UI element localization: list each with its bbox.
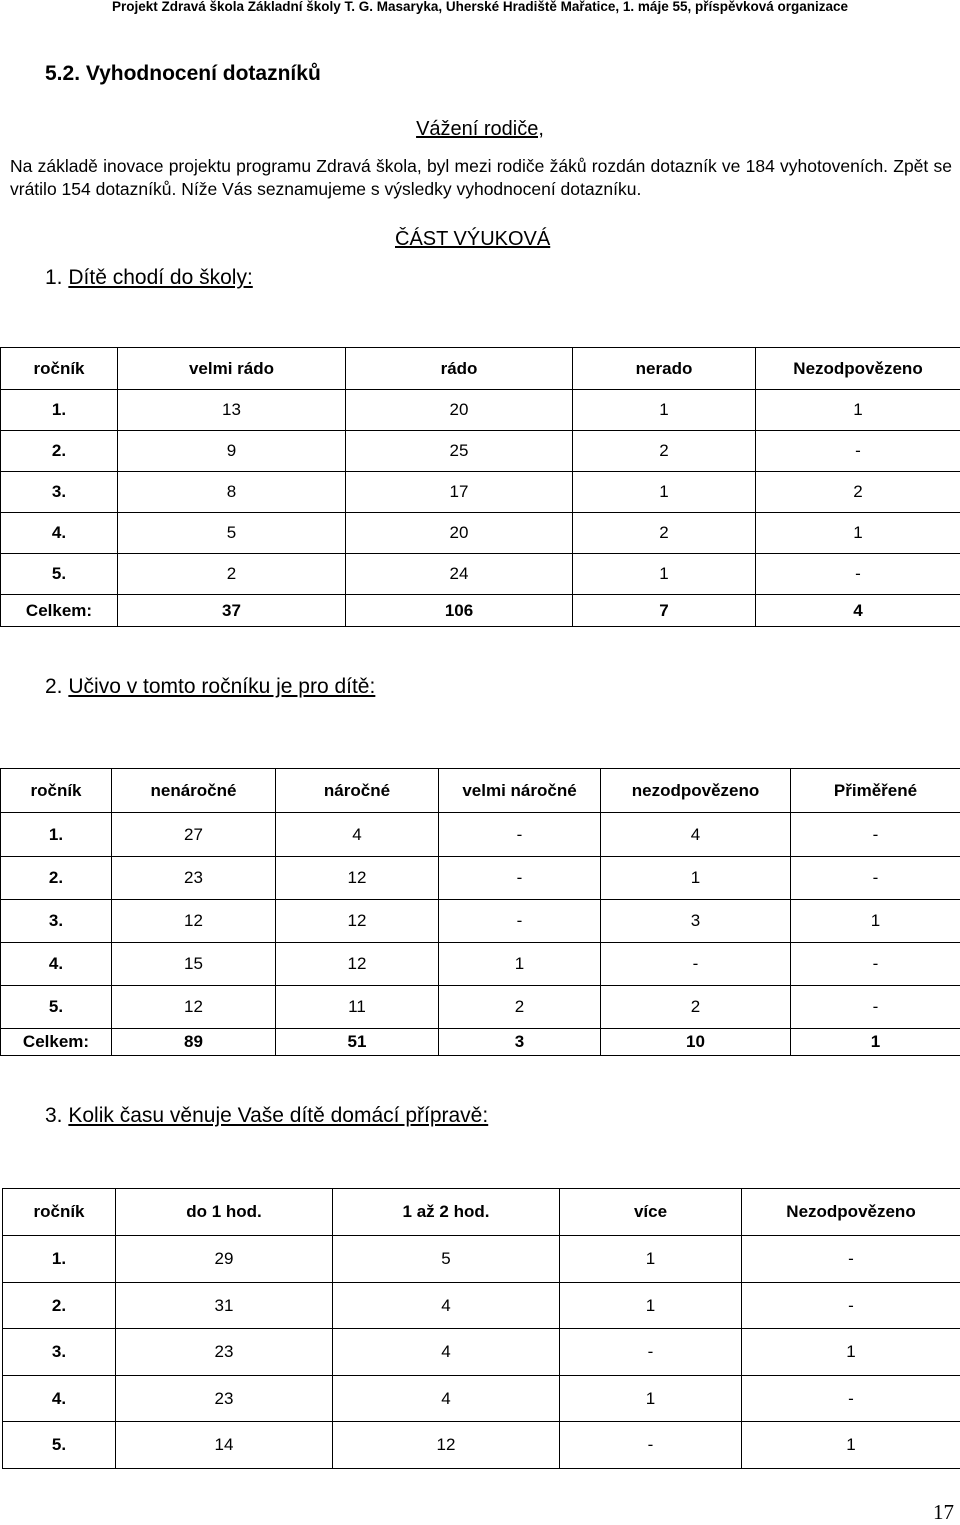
section-number: 5.2. [45, 62, 80, 85]
question-text: Kolik času věnuje Vaše dítě domácí přípravě: [68, 1104, 488, 1127]
column-header: velmi náročné [439, 769, 601, 813]
table-row [3, 1376, 960, 1422]
table-cell: 4 [333, 1283, 560, 1329]
table-cell: 1. [1, 390, 118, 431]
table-cell: 7 [573, 595, 756, 627]
table-cell: 25 [346, 431, 573, 472]
table-header-row [3, 1189, 960, 1236]
column-header: Nezodpovězeno [756, 348, 960, 390]
table-cell: 1 [601, 857, 791, 900]
table-cell: 2. [1, 857, 112, 900]
question-3-title [45, 1104, 488, 1128]
column-header: 1 až 2 hod. [333, 1189, 560, 1236]
table-row [1, 813, 960, 857]
table-cell: 23 [116, 1376, 333, 1422]
table-row [1, 431, 960, 472]
table-cell: 89 [112, 1029, 276, 1056]
table-cell: 29 [116, 1236, 333, 1283]
table-cell: 51 [276, 1029, 439, 1056]
table-cell: - [791, 943, 960, 986]
table-cell: 12 [333, 1422, 560, 1469]
section-heading: Vyhodnocení dotazníků [86, 62, 321, 85]
table-cell: 4. [3, 1376, 116, 1422]
table-cell: 4 [333, 1329, 560, 1376]
column-header: do 1 hod. [116, 1189, 333, 1236]
table-cell: 12 [276, 943, 439, 986]
question-text: Dítě chodí do školy: [68, 266, 252, 289]
table-q2 [0, 768, 960, 1056]
question-number: 1. [45, 266, 63, 290]
column-header: Nezodpovězeno [742, 1189, 960, 1236]
table-cell: - [756, 554, 960, 595]
table-row [1, 857, 960, 900]
table-cell: - [791, 813, 960, 857]
table-cell: 1 [439, 943, 601, 986]
table-cell: 1 [756, 513, 960, 554]
table-cell: 1. [3, 1236, 116, 1283]
table-cell: 3 [601, 900, 791, 943]
table-cell: 12 [276, 857, 439, 900]
column-header: ročník [1, 348, 118, 390]
table-cell: - [791, 986, 960, 1029]
column-header: více [560, 1189, 742, 1236]
table-cell: 17 [346, 472, 573, 513]
table-row [3, 1283, 960, 1329]
table-cell: 14 [116, 1422, 333, 1469]
table-cell: 10 [601, 1029, 791, 1056]
part-title: ČÁST VÝUKOVÁ [395, 228, 550, 251]
question-number: 2. [45, 675, 63, 699]
table-cell: - [560, 1422, 742, 1469]
column-header: náročné [276, 769, 439, 813]
table-cell: 23 [116, 1329, 333, 1376]
table-cell: 1 [573, 390, 756, 431]
table-cell: 12 [112, 900, 276, 943]
table-cell: - [439, 900, 601, 943]
table-row [3, 1236, 960, 1283]
table-cell: 1 [742, 1329, 960, 1376]
table-cell: - [756, 431, 960, 472]
table-cell: 2 [118, 554, 346, 595]
question-2-title [45, 675, 375, 699]
table-cell: 4 [333, 1376, 560, 1422]
table-cell: 1 [560, 1376, 742, 1422]
table-row [1, 900, 960, 943]
table-cell: 2. [1, 431, 118, 472]
page-number: 17 [933, 1500, 954, 1525]
table-cell: 23 [112, 857, 276, 900]
table-cell: 3. [3, 1329, 116, 1376]
table-cell: 31 [116, 1283, 333, 1329]
table-cell: 1 [573, 472, 756, 513]
table-row [1, 390, 960, 431]
table-cell: 1 [791, 1029, 960, 1056]
question-text: Učivo v tomto ročníku je pro dítě: [68, 675, 375, 698]
column-header: ročník [1, 769, 112, 813]
table-cell: 20 [346, 513, 573, 554]
table-cell: 1 [756, 390, 960, 431]
table-cell: 3. [1, 472, 118, 513]
table-cell: 1 [573, 554, 756, 595]
table-cell: 37 [118, 595, 346, 627]
table-q1 [0, 347, 960, 627]
greeting: Vážení rodiče, [0, 118, 960, 141]
table-cell: - [742, 1376, 960, 1422]
table-cell: 4 [601, 813, 791, 857]
question-number: 3. [45, 1104, 63, 1128]
table-q3 [2, 1188, 960, 1469]
table-cell: 106 [346, 595, 573, 627]
table-cell: Celkem: [1, 1029, 112, 1056]
table-row [1, 472, 960, 513]
column-header: nezodpovězeno [601, 769, 791, 813]
table-cell: 27 [112, 813, 276, 857]
table-cell: 5 [333, 1236, 560, 1283]
table-cell: - [560, 1329, 742, 1376]
column-header: velmi rádo [118, 348, 346, 390]
table-header-row [1, 769, 960, 813]
table-row [1, 554, 960, 595]
table-row [1, 513, 960, 554]
column-header: Přiměřené [791, 769, 960, 813]
table-cell: 4 [756, 595, 960, 627]
table-cell: 2 [439, 986, 601, 1029]
table-cell: 1 [742, 1422, 960, 1469]
table-cell: 15 [112, 943, 276, 986]
table-cell: 20 [346, 390, 573, 431]
table-cell: 9 [118, 431, 346, 472]
table-cell: 1 [791, 900, 960, 943]
section-title [45, 62, 321, 86]
table-cell: 4. [1, 943, 112, 986]
question-1-title [45, 266, 253, 290]
table-cell: 24 [346, 554, 573, 595]
table-cell: 13 [118, 390, 346, 431]
table-row [3, 1422, 960, 1469]
table-cell: 2 [573, 513, 756, 554]
table-cell: 1 [560, 1283, 742, 1329]
column-header: nenáročné [112, 769, 276, 813]
table-cell: - [791, 857, 960, 900]
table-cell: 5. [1, 986, 112, 1029]
table-cell: 4. [1, 513, 118, 554]
table-cell: Celkem: [1, 595, 118, 627]
table-cell: 2 [573, 431, 756, 472]
table-row [1, 943, 960, 986]
page-header: Projekt Zdravá škola Základní školy T. G. Masaryka, Uherské Hradiště Mařatice, 1. máje 55, příspěvková organizace [0, 0, 960, 15]
table-cell: 12 [112, 986, 276, 1029]
table-cell: 1 [560, 1236, 742, 1283]
table-cell: 8 [118, 472, 346, 513]
table-cell: 5. [3, 1422, 116, 1469]
column-header: ročník [3, 1189, 116, 1236]
table-cell: 2 [601, 986, 791, 1029]
table-cell: - [439, 813, 601, 857]
table-total-row [1, 1029, 960, 1056]
table-cell: 12 [276, 900, 439, 943]
table-cell: 2 [756, 472, 960, 513]
table-cell: - [742, 1283, 960, 1329]
table-row [3, 1329, 960, 1376]
table-cell: 4 [276, 813, 439, 857]
table-cell: 2. [3, 1283, 116, 1329]
table-row [1, 986, 960, 1029]
table-cell: 5 [118, 513, 346, 554]
table-cell: - [601, 943, 791, 986]
column-header: nerado [573, 348, 756, 390]
intro-paragraph: Na základě inovace projektu programu Zdravá škola, byl mezi rodiče žáků rozdán dotazník ve 184 vyhotoveních. Zpět se vrátilo 154 dotazníků. Níže Vás seznamujeme s výsledky vyhodnocení dotazníku. [10, 155, 952, 201]
table-cell: 11 [276, 986, 439, 1029]
column-header: rádo [346, 348, 573, 390]
table-cell: - [742, 1236, 960, 1283]
table-cell: 1. [1, 813, 112, 857]
table-cell: 3 [439, 1029, 601, 1056]
table-cell: 3. [1, 900, 112, 943]
table-total-row [1, 595, 960, 627]
table-header-row [1, 348, 960, 390]
table-cell: - [439, 857, 601, 900]
table-cell: 5. [1, 554, 118, 595]
